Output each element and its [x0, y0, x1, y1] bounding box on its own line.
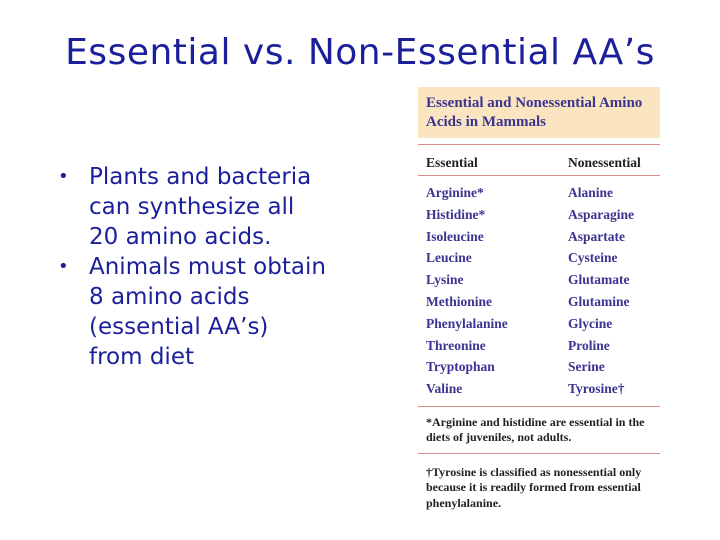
nonessential-cell: Asparagine — [568, 206, 635, 222]
essential-cell: Leucine — [426, 250, 472, 266]
footnote-tyrosine: †Tyrosine is classified as nonessential only because it is readily formed from essential phenylalanine. — [426, 464, 642, 510]
nonessential-cell: Tyrosine† — [568, 381, 625, 397]
essential-cell: Threonine — [426, 337, 486, 353]
nonessential-cell: Glycine — [568, 315, 613, 331]
table-row — [426, 313, 652, 335]
essential-cell: Lysine — [426, 272, 464, 288]
table-title: Essential and Nonessential Amino Acids in Mammals — [418, 87, 660, 138]
essential-cell: Valine — [426, 381, 463, 397]
table-body — [418, 176, 660, 407]
table-row — [426, 291, 652, 313]
nonessential-cell: Alanine — [568, 185, 614, 200]
nonessential-cell: Glutamine — [568, 293, 630, 309]
amino-acid-table — [418, 87, 660, 522]
table-row — [426, 356, 652, 378]
table-column-headers — [418, 144, 660, 176]
essential-cell: Histidine* — [426, 206, 486, 222]
table-row — [426, 269, 652, 291]
essential-cell: Isoleucine — [426, 228, 484, 244]
table-row — [426, 247, 652, 269]
column-header-essential: Essential — [426, 155, 478, 170]
table-footnotes — [418, 407, 660, 512]
nonessential-cell: Glutamate — [568, 272, 630, 288]
essential-cell: Arginine* — [426, 185, 484, 200]
bullet-list — [58, 162, 358, 372]
table-row — [426, 182, 652, 204]
column-header-nonessential: Nonessential — [568, 155, 641, 170]
table-row — [426, 335, 652, 357]
bullet-marker: • — [58, 166, 69, 187]
nonessential-cell: Aspartate — [568, 228, 625, 244]
nonessential-cell: Cysteine — [568, 250, 618, 266]
nonessential-cell: Serine — [568, 359, 605, 375]
bullet-item — [58, 162, 329, 252]
essential-cell: Methionine — [426, 293, 492, 309]
essential-cell: Tryptophan — [426, 359, 495, 375]
slide-title: Essential vs. Non-Essential AA’s — [65, 32, 655, 73]
bullet-item — [58, 252, 329, 372]
table-row — [426, 204, 652, 226]
bullet-text: Plants and bacteria can synthesize all 20 amino acids. — [89, 164, 312, 250]
nonessential-cell: Proline — [568, 337, 610, 353]
footnote-arginine-histidine: *Arginine and histidine are essential in the diets of juveniles, not adults. — [418, 415, 660, 454]
essential-cell: Phenylalanine — [426, 315, 508, 331]
table-row — [426, 378, 652, 400]
table-row — [426, 226, 652, 248]
bullet-marker: • — [58, 256, 69, 277]
bullet-text: Animals must obtain 8 amino acids (essential AA’s) from diet — [89, 254, 326, 370]
